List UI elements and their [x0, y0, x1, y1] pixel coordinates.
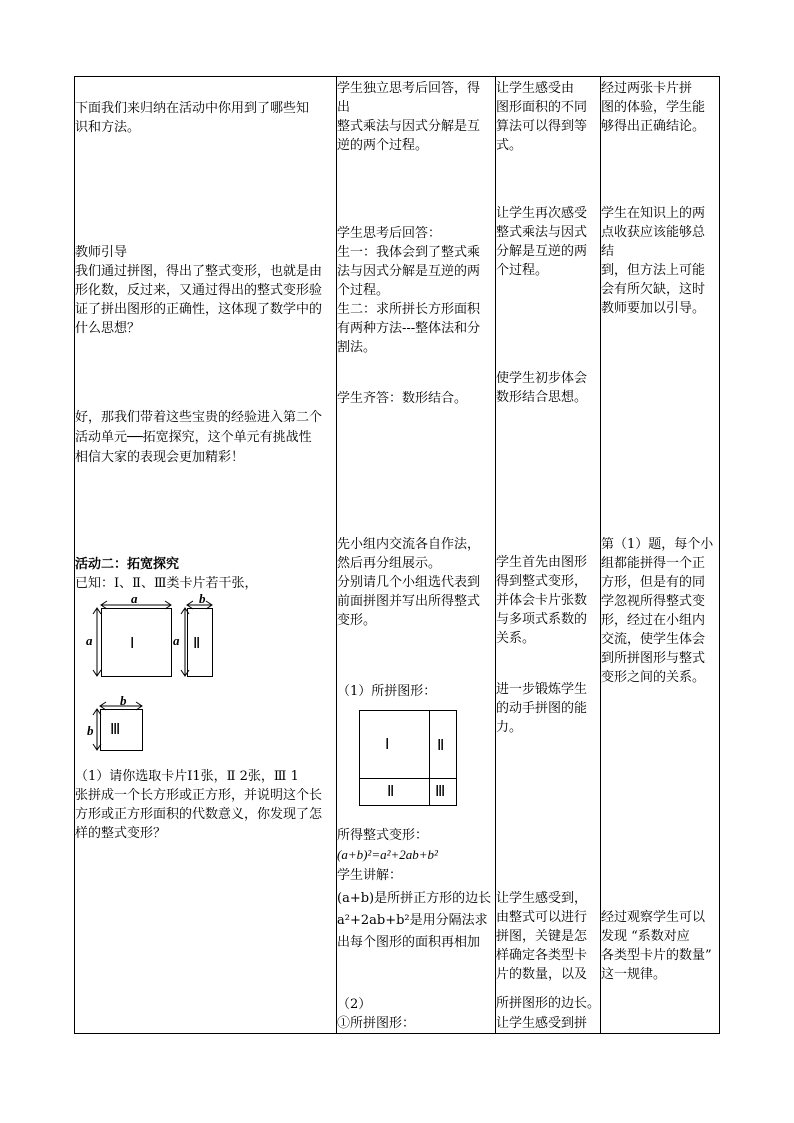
intent-line: 个过程。 [496, 263, 549, 278]
note-line: 交流，使学生体会 [601, 632, 706, 647]
note-line: 学忽视所得整式变 [601, 594, 706, 609]
intent-line: 图形面积的不同 [496, 100, 588, 115]
card-i-label: Ⅰ [130, 636, 135, 652]
intent-line: 让学生感受到， [496, 891, 588, 906]
intent-line: 算法可以得到等 [496, 119, 588, 134]
intent-line: 拼图，关键是怎 [496, 929, 588, 944]
note-line: 第（1）题，每个小 [601, 537, 714, 552]
guide-line: 形化数，反过来，又通过得出的整式变形验 [75, 283, 323, 298]
guide-line: 什么思想？ [75, 321, 141, 336]
group-line: 先小组内交流各自作法， [337, 537, 481, 552]
group-line: 然后再分组展示。 [337, 556, 442, 571]
intent-line: 样确定各类型卡 [496, 948, 588, 963]
note-line: 够得出正确结论。 [601, 119, 706, 134]
answer-line: 法与因式分解是互逆的两 [337, 264, 481, 279]
note-line: 这一规律。 [601, 967, 667, 982]
intent-line: 让学生再次感受 [496, 206, 588, 221]
group-line: 分别请几个小组选代表到 [337, 575, 481, 590]
figure-cell-i: Ⅰ [385, 737, 390, 753]
note-line: 点收获应该能够总 [601, 225, 706, 240]
activity-title: 活动二：拓宽探究 [75, 557, 180, 572]
intent-line: 数形结合思想。 [496, 390, 588, 405]
note-line: 组都能拼得一个正 [601, 556, 706, 571]
figure-cell-iii: Ⅲ [435, 784, 446, 800]
guide-line: 我们通过拼图，得出了整式变形，也就是由 [75, 264, 323, 279]
intent-line: 由整式可以进行 [496, 910, 588, 925]
notes-column [601, 77, 719, 1033]
note-line: 结 [601, 244, 615, 259]
student-activity-column [337, 77, 495, 1033]
figure-label: （1）所拼图形： [337, 684, 437, 699]
design-intent-column [496, 77, 600, 1033]
transition-line: 相信大家的表现会更加精彩！ [75, 450, 245, 465]
intent-line: 得到整式变形， [496, 574, 588, 589]
intent-line: 让学生感受到拼 [496, 1016, 588, 1031]
explain-line: (a+b)是所拼正方形的边长 [337, 891, 492, 906]
intent-line: 让学生感受由 [496, 81, 575, 96]
note-line: 形，经过在小组内 [601, 613, 706, 628]
answer-line: 个过程。 [337, 283, 390, 298]
intent-line: 的动手拼图的能 [496, 701, 588, 716]
note-line: 经过观察学生可以 [601, 910, 706, 925]
note-line: 变形之间的关系。 [601, 670, 706, 685]
note-line: 教师要加以引导。 [601, 301, 706, 316]
card-iii-label: Ⅲ [110, 722, 121, 738]
card-iii [100, 709, 143, 751]
answer-line: 整式乘法与因式分解是互 [337, 119, 481, 134]
note-line: 图的体验，学生能 [601, 100, 706, 115]
question-1-line: 张拼成一个长方形或正方形，并说明这个长 [75, 788, 323, 803]
figure-cell-ii: Ⅱ [437, 738, 445, 754]
note-line: 会有所欠缺，这时 [601, 282, 706, 297]
guide-heading: 教师引导 [75, 245, 128, 260]
intent-line: 片的数量，以及 [496, 967, 588, 982]
answer-line: 学生思考后回答： [337, 226, 442, 241]
card-ii-label: Ⅱ [193, 636, 201, 652]
intent-line: 学生首先由图形 [496, 555, 588, 570]
teacher-activity-column [75, 77, 336, 1033]
explain-label: 学生讲解： [337, 868, 403, 883]
intent-line: 分解是互逆的两 [496, 244, 588, 259]
summary-line: 识和方法。 [75, 120, 141, 135]
question-2-label: （2） [337, 997, 372, 1012]
intent-line: 所拼图形的边长。 [496, 996, 600, 1011]
answer-line: 生一：我体会到了整式乘 [337, 245, 481, 260]
answer-line: 有两种方法---整体法和分 [337, 321, 481, 336]
dim-label-a: a [131, 591, 138, 606]
note-line: 到所拼图形与整式 [601, 651, 706, 666]
note-line: 各类型卡片的数量” [601, 948, 712, 963]
given-text: 已知：Ⅰ、Ⅱ、Ⅲ类卡片若干张， [75, 576, 258, 591]
card-i [101, 608, 172, 677]
answer-line: 学生独立思考后回答，得 [337, 81, 481, 96]
note-line: 经过两张卡片拼 [601, 81, 693, 96]
group-line: 前面拼图并写出所得整式 [337, 594, 481, 609]
dim-label-a: a [86, 633, 93, 648]
note-line: 到，但方法上可能 [601, 263, 706, 278]
transition-line: 好，那我们带着这些宝贵的经验进入第二个 [75, 410, 323, 425]
transition-line: 活动单元──拓宽探究，这个单元有挑战性 [75, 430, 312, 445]
result-label: 所得整式变形： [337, 828, 429, 843]
figure-cell-ii: Ⅱ [387, 784, 395, 800]
answer-line: 出 [337, 100, 351, 115]
intent-line: 与多项式系数的 [496, 612, 588, 627]
intent-line: 进一步锻炼学生 [496, 682, 588, 697]
explain-line: a²+2ab+b²是用分隔法求 [337, 913, 488, 928]
answer-line: 割法。 [337, 340, 377, 355]
question-1-line: （1）请你选取卡片Ⅰ1张，Ⅱ 2张，Ⅲ 1 [75, 769, 299, 784]
dim-label-b: b [87, 723, 94, 738]
answer-line: 学生齐答：数形结合。 [337, 391, 468, 406]
guide-line: 证了拼出图形的正确性，这体现了数学中的 [75, 302, 323, 317]
formula: (a+b)²=a²+2ab+b² [337, 847, 438, 862]
intent-line: 并体会卡片张数 [496, 593, 588, 608]
question-1-line: 样的整式变形？ [75, 826, 167, 841]
dim-label-a: a [173, 633, 180, 648]
dim-label-b: b [199, 591, 206, 606]
question-2-figure-label: ①所拼图形： [337, 1016, 416, 1031]
note-line: 方形，但是有的同 [601, 575, 706, 590]
figure-dividers [337, 77, 495, 837]
intent-line: 式。 [496, 138, 523, 153]
note-line: 发现 “系数对应 [601, 929, 690, 944]
intent-line: 力。 [496, 720, 523, 735]
intent-line: 使学生初步体会 [496, 371, 588, 386]
intent-line: 关系。 [496, 631, 536, 646]
intent-line: 整式乘法与因式 [496, 225, 588, 240]
group-line: 变形。 [337, 613, 377, 628]
explain-line: 出每个图形的面积再相加 [337, 935, 481, 950]
dim-label-b: b [120, 693, 127, 708]
answer-line: 逆的两个过程。 [337, 138, 429, 153]
question-1-line: 方形或正方形面积的代数意义，你发现了怎 [75, 807, 323, 822]
note-line: 学生在知识上的两 [601, 206, 706, 221]
lesson-table [74, 76, 720, 1034]
summary-line: 下面我们来归纳在活动中你用到了哪些知 [75, 101, 310, 116]
answer-line: 生二：求所拼长方形面积 [337, 302, 481, 317]
